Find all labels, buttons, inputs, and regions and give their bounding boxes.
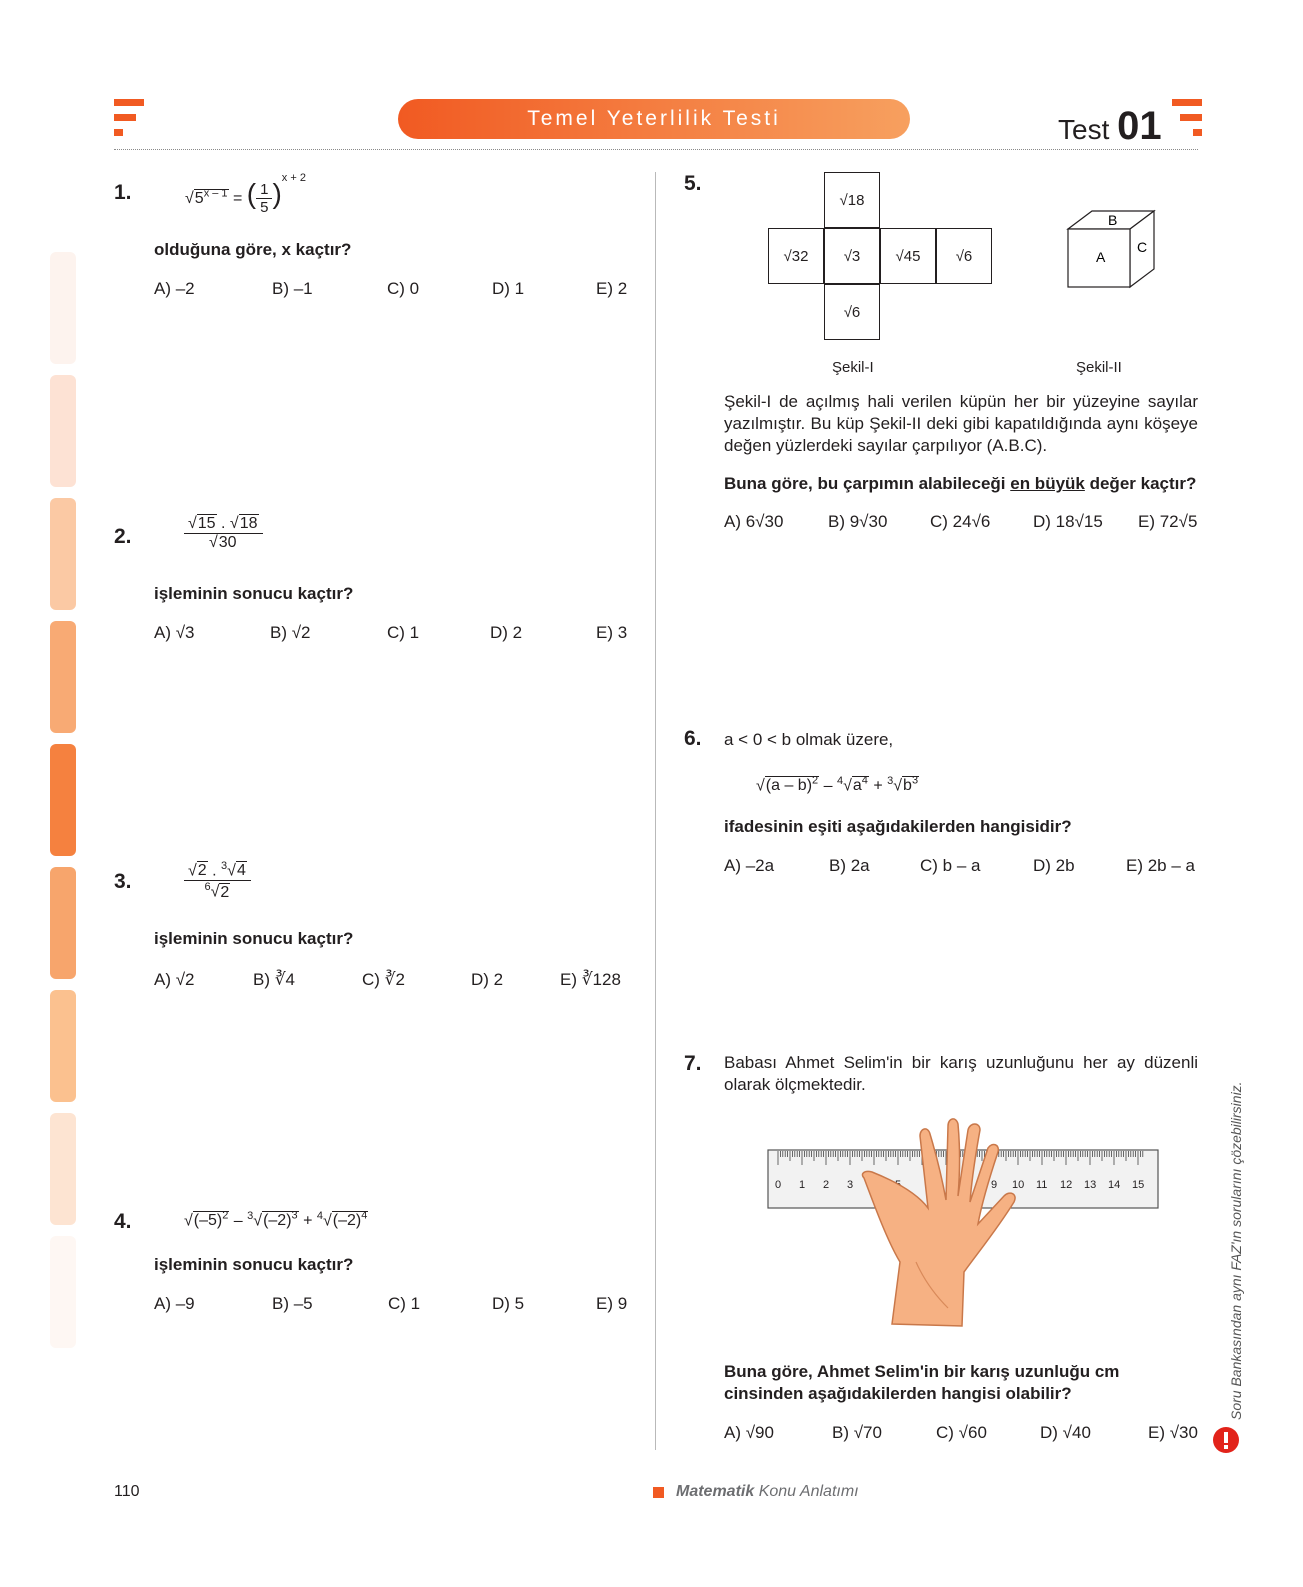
q4-option-e[interactable]: E) 9 — [596, 1294, 628, 1313]
q4-option-c[interactable]: C) 1 — [388, 1294, 421, 1313]
q3-number: 3. — [114, 870, 132, 893]
q5-question-post: değer kaçtır? — [1084, 474, 1197, 493]
ruler-label: 11 — [1036, 1179, 1048, 1191]
q3-option-a[interactable]: A) √2 — [154, 970, 195, 989]
ruler-label: 13 — [1084, 1179, 1097, 1191]
q5-question — [724, 474, 1196, 494]
q5-question-pre: Buna göre, bu çarpımın alabileceği — [724, 474, 1011, 493]
ruler-label: 3 — [847, 1179, 854, 1191]
cube-label-c: C — [1137, 239, 1148, 255]
footer-book-bold: Matematik — [676, 1483, 755, 1500]
side-note: Soru Bankasından aynı FAZ'ın sorularını çözebilirsiniz. — [1228, 1081, 1244, 1420]
q1-option-b[interactable]: B) –1 — [272, 279, 313, 298]
page-number: 110 — [114, 1483, 140, 1500]
q6-intro: a < 0 < b olmak üzere, — [724, 730, 894, 749]
test-word: Test — [1058, 114, 1110, 145]
q5-option-d[interactable]: D) 18√15 — [1033, 512, 1103, 531]
ruler-label: 14 — [1108, 1179, 1121, 1191]
q4-expression: $√(-5)^2 - ^3√(-2)^3 + ^4√(-2)^4$ — [184, 1210, 368, 1230]
q6-option-a[interactable]: A) –2a — [724, 856, 775, 875]
ruler-label: 0 — [775, 1179, 782, 1191]
q7-option-e[interactable]: E) √30 — [1148, 1423, 1198, 1442]
q6-number: 6. — [684, 727, 702, 750]
footer-book-title — [676, 1483, 859, 1501]
net-cell-far-right: √6 — [936, 228, 992, 284]
q2-option-a[interactable]: A) √3 — [154, 623, 195, 642]
q7-option-c[interactable]: C) √60 — [936, 1423, 987, 1442]
q7-option-b[interactable]: B) √70 — [832, 1423, 882, 1442]
q2-option-d[interactable]: D) 2 — [490, 623, 523, 642]
q1-number: 1. — [114, 181, 132, 204]
q5-option-e[interactable]: E) 72√5 — [1138, 512, 1198, 531]
q2-option-c[interactable]: C) 1 — [387, 623, 420, 642]
q4-number: 4. — [114, 1210, 132, 1233]
ruler-hand-figure — [766, 1112, 1162, 1337]
q6-expression: $√(a - b)^2 - ^4√a^4 + ^3√b^3$ — [756, 775, 919, 795]
q6-option-d[interactable]: D) 2b — [1033, 856, 1075, 875]
q1-option-c[interactable]: C) 0 — [387, 279, 420, 298]
net-cell-right: √45 — [880, 228, 936, 284]
q7-question: Buna göre, Ahmet Selim'in bir karış uzunluğu cm cinsinden aşağıdakilerden hangisi olabilir? — [724, 1362, 1120, 1403]
q3-option-d[interactable]: D) 2 — [471, 970, 504, 989]
net-cell-left: √32 — [768, 228, 824, 284]
q1-equation: $√5^{x - 1}$ = ( $\frac{1}{5}$ )$^{x + 2}$ — [185, 172, 306, 217]
q1-option-a[interactable]: A) –2 — [154, 279, 195, 298]
q7-paragraph: Babası Ahmet Selim'in bir karış uzunluğunu her ay düzenli olarak ölçmektedir. — [724, 1053, 1198, 1094]
ruler-label: 12 — [1060, 1179, 1073, 1191]
q5-option-a[interactable]: A) 6√30 — [724, 512, 784, 531]
q4-option-b[interactable]: B) –5 — [272, 1294, 313, 1313]
figure-caption-1: Şekil-I — [832, 359, 874, 376]
q2-text: işleminin sonucu kaçtır? — [154, 584, 354, 603]
q7-option-a[interactable]: A) √90 — [724, 1423, 774, 1442]
q5-paragraph: Şekil-I de açılmış hali verilen küpün her bir yüzeyine sayılar yazılmıştır. Bu küp Şekil-II deki gibi kapatıldığında aynı köşeye değen yüzlerdeki sayılar çarpılıyor (A.B.C). — [724, 392, 1198, 455]
q4-option-a[interactable]: A) –9 — [154, 1294, 195, 1313]
footer-square-icon — [653, 1487, 664, 1498]
q7-number: 7. — [684, 1052, 702, 1075]
footer-book-rest: Konu Anlatımı — [758, 1483, 859, 1500]
ruler-label: 10 — [1012, 1179, 1025, 1191]
header-divider — [114, 149, 1198, 150]
test-title-banner: Temel Yeterlilik Testi — [398, 99, 910, 139]
test-number: 01 — [1117, 104, 1162, 148]
q6-option-e[interactable]: E) 2b – a — [1126, 856, 1195, 875]
column-divider — [655, 172, 656, 1450]
q1-option-d[interactable]: D) 1 — [492, 279, 525, 298]
q2-option-b[interactable]: B) √2 — [270, 623, 311, 642]
ruler-label: 1 — [799, 1179, 806, 1191]
q2-option-e[interactable]: E) 3 — [596, 623, 628, 642]
q5-option-b[interactable]: B) 9√30 — [828, 512, 888, 531]
q1-text: olduğuna göre, x kaçtır? — [154, 240, 352, 259]
q6-text: ifadesinin eşiti aşağıdakilerden hangisidir? — [724, 817, 1072, 836]
q5-question-emphasis: en büyük — [1010, 474, 1085, 493]
ruler-label: 9 — [991, 1179, 998, 1191]
ruler-label: 2 — [823, 1179, 830, 1191]
q3-option-b[interactable]: B) ∛4 — [253, 970, 296, 989]
net-cell-bottom: √6 — [824, 284, 880, 340]
q4-option-d[interactable]: D) 5 — [492, 1294, 525, 1313]
ruler-label: 15 — [1132, 1179, 1145, 1191]
q2-number: 2. — [114, 525, 132, 548]
test-label — [1058, 104, 1162, 149]
q2-expression: $\frac{√15 . √18}{√30}$ — [184, 515, 263, 552]
q1-option-e[interactable]: E) 2 — [596, 279, 628, 298]
q3-expression: $\frac{√2 . ^3√4}{^6√2}$ — [184, 860, 251, 902]
q7-option-d[interactable]: D) √40 — [1040, 1423, 1091, 1442]
cube-label-b: B — [1108, 212, 1118, 228]
q5-option-c[interactable]: C) 24√6 — [930, 512, 991, 531]
q4-text: işleminin sonucu kaçtır? — [154, 1255, 354, 1274]
q6-option-c[interactable]: C) b – a — [920, 856, 981, 875]
q5-number: 5. — [684, 172, 702, 195]
q3-option-e[interactable]: E) ∛128 — [560, 970, 621, 989]
q3-text: işleminin sonucu kaçtır? — [154, 929, 354, 948]
q6-option-b[interactable]: B) 2a — [829, 856, 870, 875]
net-cell-center: √3 — [824, 228, 880, 284]
q3-option-c[interactable]: C) ∛2 — [362, 970, 405, 989]
exclamation-icon — [1212, 1426, 1240, 1454]
figure-caption-2: Şekil-II — [1076, 359, 1122, 376]
net-cell-top: √18 — [824, 172, 880, 228]
cube-label-a: A — [1096, 249, 1106, 265]
closed-cube — [1066, 205, 1166, 295]
